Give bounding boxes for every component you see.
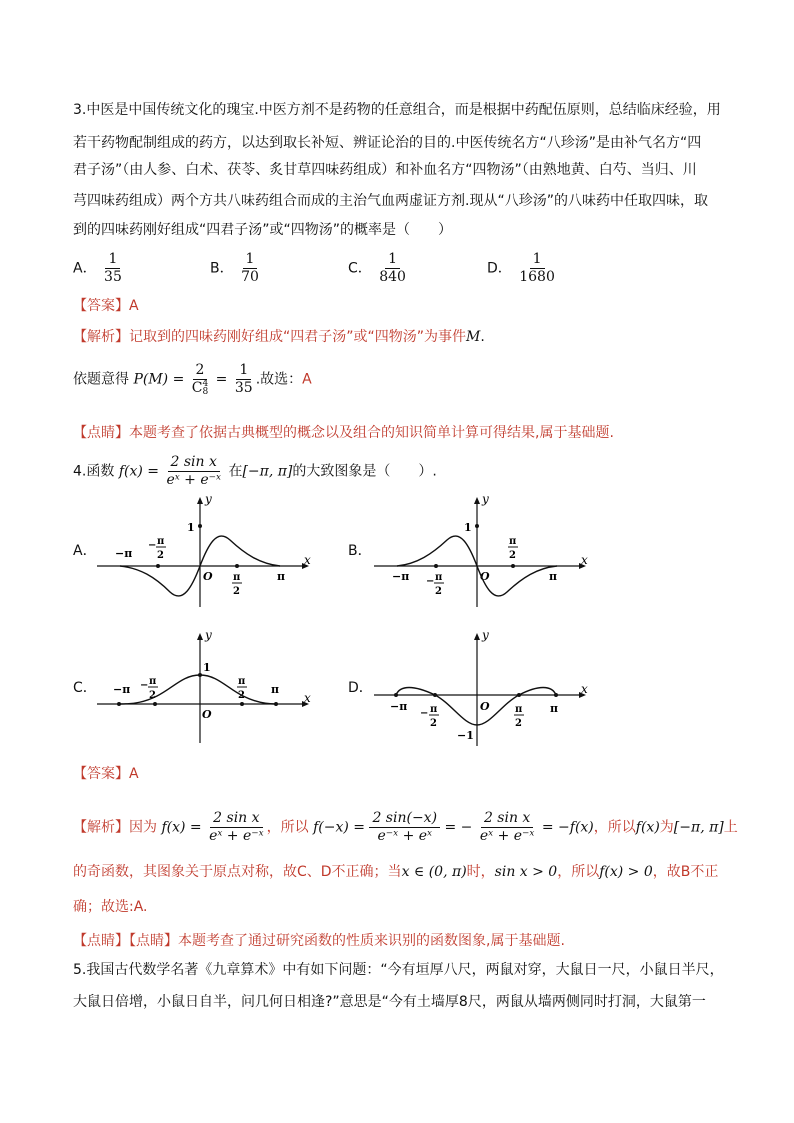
graph-b — [372, 492, 602, 612]
point-neg-half-pi — [434, 564, 438, 568]
q5-line-2: 大鼠日倍增，小鼠日自半，问几何日相逢?”意思是“今有土墙厚8尺，两鼠从墙两侧同时打洞，大鼠第一 — [73, 994, 706, 1010]
tick-frac-den: 2 — [435, 586, 442, 597]
comment-tag: 【点睛】【点睛】 — [73, 933, 178, 949]
q3-answer — [73, 298, 139, 314]
y-axis-label: y — [205, 628, 212, 642]
neg-sign: − — [148, 540, 157, 551]
origin-label: O — [203, 570, 213, 583]
tick-neg-pi: −π — [115, 547, 133, 560]
tick-frac-num: π — [238, 676, 246, 687]
tick-pi: π — [277, 570, 286, 583]
answer-value: A — [129, 298, 139, 314]
x-axis-label: x — [304, 553, 311, 567]
q3-option-a: A． $\frac{1}{35}$ — [73, 251, 122, 285]
x-axis-label: x — [304, 691, 311, 705]
point-max — [475, 524, 479, 528]
y-axis-arrow — [474, 633, 480, 640]
y-axis-arrow — [197, 497, 203, 504]
tick-neg-pi: −π — [390, 700, 408, 713]
graph-c — [95, 628, 325, 748]
tick-frac-num: π — [149, 676, 157, 687]
tick-frac-num: π — [430, 704, 438, 715]
graph-a — [95, 492, 325, 612]
tick-frac-num: π — [435, 572, 443, 583]
q4-comment: 【点睛】【点睛】本题考查了通过研究函数的性质来识别的函数图象,属于基础题. — [73, 933, 565, 949]
tick-frac-den: 2 — [515, 718, 522, 729]
comment-tag: 【点睛】 — [73, 425, 129, 441]
q4-answer — [73, 766, 139, 782]
answer-tag: 【答案】 — [73, 298, 129, 314]
tick-frac-num: π — [157, 536, 165, 547]
q3-option-c: C． $\frac{1}{840}$ — [348, 251, 406, 285]
tick-one: 1 — [187, 521, 195, 534]
tick-frac-den: 2 — [509, 550, 516, 561]
origin-label: O — [480, 700, 490, 713]
q4-analysis-line-1: 【解析】因为 f(x) = $\frac{\text{2 sin x}}{\text{eˣ + e⁻ˣ}}$ ，所以 f(−x) = $\frac{2 \sin(-x)}{\text{e⁻ˣ + eˣ}}$ = − $\frac{\text{2 sin x}}{\text{eˣ + e⁻ˣ}}$ = −f(x)，所以f(x)为[−π, π]上 — [73, 810, 738, 844]
tick-one: 1 — [464, 521, 472, 534]
q3-line-4: 芎四味药组成）两个方共八味药组合而成的主治气血两虚证方剂.现从“八珍汤”的八味药中任取四味，取 — [73, 193, 708, 209]
point-max — [198, 524, 202, 528]
q4-analysis-line-2: 的奇函数，其图象关于原点对称，故C、D不正确；当x ∈ (0, π)时，sin x > 0，所以f(x) > 0，故B不正 — [73, 864, 719, 880]
tick-frac-den: 2 — [157, 550, 164, 561]
graph-a-label: A． — [73, 543, 97, 559]
neg-sign: − — [140, 680, 149, 691]
tick-neg-pi: −π — [392, 570, 410, 583]
q3-line-2: 若干药物配制组成的药方，以达到取长补短、辨证论治的目的.中医传统名方“八珍汤”是由补气名方“四 — [73, 135, 702, 151]
x-axis-label: x — [581, 553, 588, 567]
analysis-tag: 【解析】 — [73, 819, 129, 836]
curve — [396, 688, 559, 726]
q3-calculation: 依题意得 P(M) = 2 C 4 8 = $\frac{1}{35}$ .故选：A — [73, 362, 312, 397]
point-neg-half-pi — [153, 702, 157, 706]
q3-line-1: 3.中医是中国传统文化的瑰宝.中医方剂不是药物的任意组合，而是根据中药配伍原则，总结临床经验，用 — [73, 102, 721, 118]
y-axis-arrow — [197, 633, 203, 640]
tick-frac-den: 2 — [430, 718, 437, 729]
origin-label: O — [480, 570, 490, 583]
tick-pi: π — [271, 683, 280, 696]
q3-option-b: B． $\frac{1}{70}$ — [210, 251, 259, 285]
point-half-pi — [235, 564, 239, 568]
y-axis-label: y — [482, 492, 489, 506]
tick-one: 1 — [203, 661, 211, 674]
origin-label: O — [202, 708, 212, 721]
q3-line-5: 到的四味药刚好组成“四君子汤”或“四物汤”的概率是（ ） — [73, 222, 453, 238]
answer-value: A — [129, 766, 139, 782]
q5-line-1: 5.我国古代数学名著《九章算术》中有如下问题：“今有垣厚八尺，两鼠对穿，大鼠日一尺，小鼠日半尺， — [73, 962, 724, 978]
x-axis-label: x — [581, 682, 588, 696]
tick-frac-den: 2 — [149, 690, 156, 701]
analysis-tag: 【解析】 — [73, 329, 129, 345]
q3-analysis: 【解析】记取到的四味药刚好组成“四君子汤”或“四物汤”为事件M. — [73, 329, 485, 345]
q4-stem: 4.函数 f(x) = $\frac{\text{2 sin x}}{\text{eˣ + e⁻ˣ}}$ 在[−π, π]的大致图象是（ ）. — [73, 454, 437, 488]
answer-tag: 【答案】 — [73, 766, 129, 782]
tick-pi: π — [549, 570, 558, 583]
neg-sign: − — [420, 708, 429, 719]
graph-d — [372, 628, 602, 748]
point-neg-half-pi — [156, 564, 160, 568]
y-axis-label: y — [205, 492, 212, 506]
graph-c-label: C． — [73, 680, 97, 696]
tick-neg-one: −1 — [457, 729, 474, 742]
point-half-pi — [511, 564, 515, 568]
tick-frac-num: π — [515, 704, 523, 715]
q3-option-d: D． $\frac{1}{1680}$ — [487, 251, 555, 285]
y-axis-arrow — [474, 497, 480, 504]
graph-d-label: D． — [348, 680, 373, 696]
q4-analysis-line-3: 确；故选:A. — [73, 899, 148, 915]
tick-frac-den: 2 — [238, 690, 245, 701]
tick-pi: π — [550, 702, 559, 715]
tick-frac-num: π — [233, 572, 241, 583]
q3-comment: 【点睛】本题考查了依据古典概型的概念以及组合的知识简单计算可得结果,属于基础题. — [73, 425, 614, 441]
tick-frac-den: 2 — [233, 586, 240, 597]
neg-sign: − — [426, 576, 435, 587]
y-axis-label: y — [482, 628, 489, 642]
tick-neg-pi: −π — [113, 683, 131, 696]
point-half-pi — [240, 702, 244, 706]
q3-line-3: 君子汤”（由人参、白术、茯苓、炙甘草四味药组成）和补血名方“四物汤”（由熟地黄、白芍、当归、川 — [73, 162, 697, 178]
graph-b-label: B． — [348, 543, 372, 559]
tick-frac-num: π — [509, 536, 517, 547]
